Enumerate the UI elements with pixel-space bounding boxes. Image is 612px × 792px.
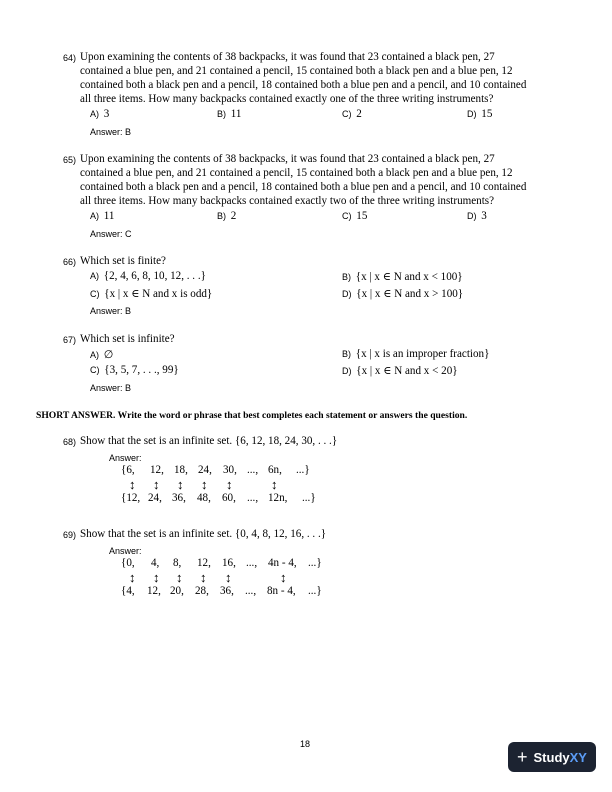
- q69-top-term-5: 16,: [222, 557, 236, 569]
- question-69-number: 69): [63, 530, 77, 540]
- q68-arrow-1: ↕: [129, 477, 136, 492]
- q68-top-close: ...}: [296, 464, 310, 476]
- q69-arrow-general: ↕: [280, 570, 287, 585]
- question-65-line-3: contained both a black pen and a pencil, 18 contained both a blue pen and a pencil, and 10 contained: [80, 181, 527, 193]
- question-65-line-4: all three items. How many backpacks contained exactly two of the three writing instruments?: [80, 195, 495, 207]
- q68-top-term-4: 24,: [198, 464, 212, 476]
- question-67-option-c: C) {3, 5, 7, . . ., 99}: [90, 364, 179, 376]
- q69-arrow-4: ↕: [200, 570, 207, 585]
- q68-bottom-term-5: 60,: [222, 492, 236, 504]
- question-64-option-b: B) 11: [217, 108, 242, 120]
- question-64-answer: Answer: B: [90, 127, 132, 137]
- question-68-number: 68): [63, 437, 77, 447]
- question-64-option-d: D) 15: [467, 108, 493, 120]
- question-67-text: Which set is infinite?: [80, 333, 175, 345]
- question-67-option-a: A) ∅: [90, 349, 114, 361]
- q68-bottom-general-term: 12n,: [268, 492, 288, 504]
- q69-bottom-general-term: 8n - 4,: [267, 585, 296, 597]
- q68-arrow-general: ↕: [271, 477, 278, 492]
- question-64-option-a: A) 3: [90, 108, 110, 120]
- q69-bottom-term-3: 20,: [170, 585, 184, 597]
- q68-arrow-5: ↕: [226, 477, 233, 492]
- question-64-option-c: C) 2: [342, 108, 362, 120]
- question-69-text: Show that the set is an infinite set. {0, 4, 8, 12, 16, . . .}: [80, 528, 327, 540]
- logo-text: StudyXY: [533, 749, 587, 765]
- question-66-option-c: C) {x | x ∈ N and x is odd}: [90, 288, 213, 300]
- q68-bottom-term-2: 24,: [148, 492, 162, 504]
- question-65-option-a: A) 11: [90, 210, 115, 222]
- q69-arrow-5: ↕: [225, 570, 232, 585]
- q69-arrow-1: ↕: [129, 570, 136, 585]
- q69-bottom-term-2: 12,: [147, 585, 161, 597]
- q69-bottom-close: ...}: [308, 585, 322, 597]
- studyxy-logo[interactable]: [508, 742, 596, 772]
- short-answer-heading: SHORT ANSWER. Write the word or phrase that best completes each statement or answers the question.: [36, 410, 468, 421]
- q68-top-general-term: 6n,: [268, 464, 282, 476]
- q69-top-term-3: 8,: [173, 557, 182, 569]
- question-65-option-d: D) 3: [467, 210, 487, 222]
- q68-arrow-2: ↕: [153, 477, 160, 492]
- q68-bottom-ellipsis: ...,: [247, 492, 259, 504]
- q68-bottom-term-1: {12,: [121, 492, 141, 504]
- question-65-option-b: B) 2: [217, 210, 237, 222]
- question-65-number: 65): [63, 155, 77, 165]
- q69-top-term-1: {0,: [121, 557, 135, 569]
- q69-top-close: ...}: [308, 557, 322, 569]
- question-66-answer: Answer: B: [90, 306, 132, 316]
- q68-top-term-3: 18,: [174, 464, 188, 476]
- q68-top-term-5: 30,: [223, 464, 237, 476]
- question-64-number: 64): [63, 53, 77, 63]
- question-64-line-1: Upon examining the contents of 38 backpacks, it was found that 23 contained a black pen, 27: [80, 51, 495, 63]
- question-67-number: 67): [63, 335, 77, 345]
- q69-top-ellipsis: ...,: [246, 557, 258, 569]
- q69-top-term-2: 4,: [151, 557, 160, 569]
- question-66-text: Which set is finite?: [80, 255, 166, 267]
- question-66-number: 66): [63, 257, 77, 267]
- q69-bottom-term-4: 28,: [195, 585, 209, 597]
- q68-top-term-2: 12,: [150, 464, 164, 476]
- q68-bottom-close: ...}: [302, 492, 316, 504]
- q68-arrow-3: ↕: [177, 477, 184, 492]
- question-66-option-b: B) {x | x ∈ N and x < 100}: [342, 271, 463, 283]
- q69-arrow-2: ↕: [153, 570, 160, 585]
- question-67-answer: Answer: B: [90, 383, 132, 393]
- question-65-option-c: C) 15: [342, 210, 368, 222]
- question-69-answer-label: Answer:: [109, 546, 142, 556]
- question-64-line-2: contained a blue pen, and 21 contained a pencil, 15 contained both a black pen and a blue pen, 12: [80, 65, 513, 77]
- page-number: 18: [300, 739, 311, 749]
- question-65-line-1: Upon examining the contents of 38 backpacks, it was found that 23 contained a black pen, 27: [80, 153, 495, 165]
- question-68-text: Show that the set is an infinite set. {6, 12, 18, 24, 30, . . .}: [80, 435, 338, 447]
- q69-bottom-ellipsis: ...,: [245, 585, 257, 597]
- q69-arrow-3: ↕: [176, 570, 183, 585]
- question-65-line-2: contained a blue pen, and 21 contained a pencil, 15 contained both a black pen and a blue pen, 12: [80, 167, 513, 179]
- question-66-option-d: D) {x | x ∈ N and x > 100}: [342, 288, 464, 300]
- question-65-answer: Answer: C: [90, 229, 132, 239]
- q68-bottom-term-3: 36,: [172, 492, 186, 504]
- question-64-line-4: all three items. How many backpacks contained exactly one of the three writing instruments?: [80, 93, 494, 105]
- question-68-answer-label: Answer:: [109, 453, 142, 463]
- q68-arrow-4: ↕: [201, 477, 208, 492]
- q68-top-term-1: {6,: [121, 464, 135, 476]
- question-66-option-a: A) {2, 4, 6, 8, 10, 12, . . .}: [90, 270, 206, 282]
- plus-icon: +: [517, 747, 528, 767]
- question-67-option-b: B) {x | x is an improper fraction}: [342, 348, 490, 360]
- q68-bottom-term-4: 48,: [197, 492, 211, 504]
- q68-top-ellipsis: ...,: [247, 464, 259, 476]
- question-64-line-3: contained both a black pen and a pencil, 18 contained both a blue pen and a pencil, and 10 contained: [80, 79, 527, 91]
- q69-top-term-4: 12,: [197, 557, 211, 569]
- q69-bottom-term-5: 36,: [220, 585, 234, 597]
- q69-bottom-term-1: {4,: [121, 585, 135, 597]
- q69-top-general-term: 4n - 4,: [268, 557, 297, 569]
- question-67-option-d: D) {x | x ∈ N and x < 20}: [342, 365, 458, 377]
